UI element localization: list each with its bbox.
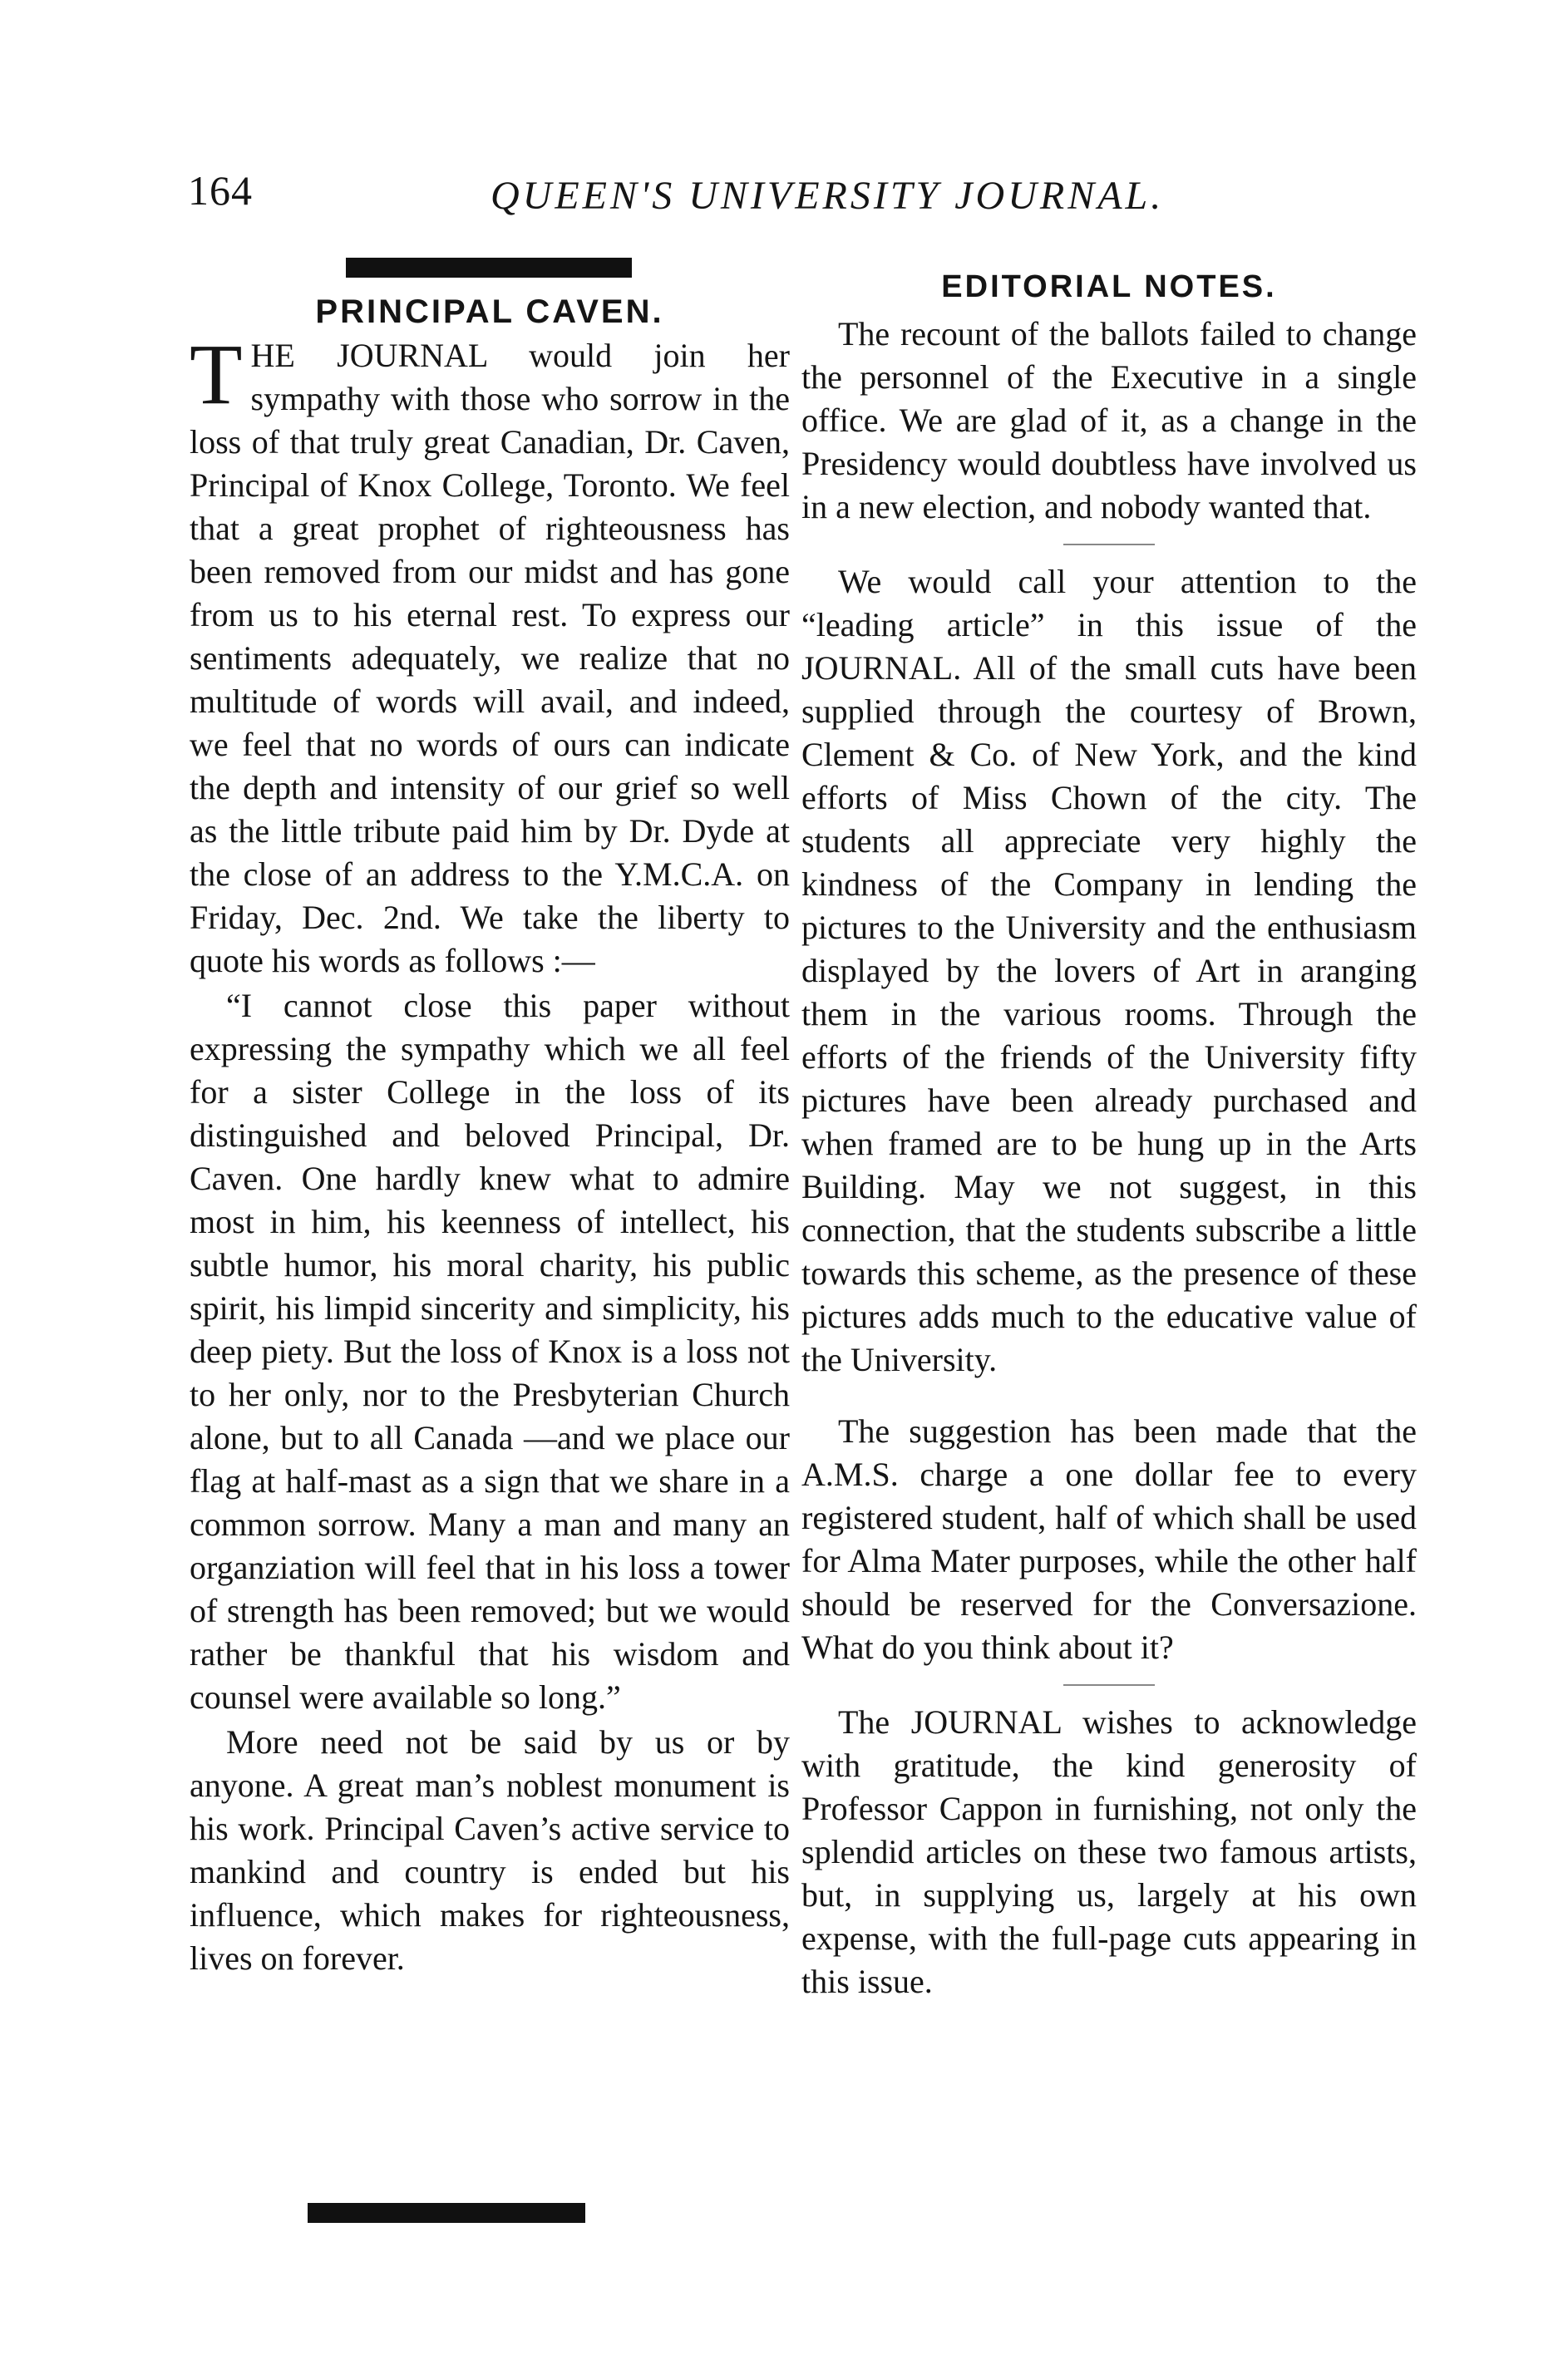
article-heading: PRINCIPAL CAVEN. [315, 293, 664, 330]
spacer [801, 1382, 1417, 1410]
divider [1063, 1684, 1155, 1686]
drop-cap: T [190, 327, 243, 422]
top-rule [346, 258, 632, 278]
article-quote: “I cannot close this paper without expressing the sympathy which we all feel for a sister College in the loss of its distinguished and beloved Principal, Dr. Caven. One hardly knew what to admire most in him, his keenness of intellect, his subtle humor, his moral charity, his public spirit, his limpid sincerity and simplicity, his deep piety. But the loss of Knox is a loss not to her only, nor to the Presbyterian Church alone, but to all Canada —and we place our flag at half-mast as a sign that we share in a common sorrow. Many a man and many an organziation will feel that in his loss a tower of strength has been removed; but we would rather be thankful that his wisdom and counsel were available so long.” [190, 987, 790, 1716]
editorial-note-1: The recount of the ballots failed to change the personnel of the Executive in a single office. We are glad of it, as a change in the Presidency would doubtless have involved us in a new election, and nobody wanted that. [801, 315, 1417, 525]
running-title: QUEEN'S UNIVERSITY JOURNAL. [491, 174, 1165, 218]
editorial-note-3: The suggestion has been made that the A.M.S. charge a one dollar fee to every registered student, half of which shall be used for Alma Mater purposes, while the other half should be reserved for the Conversazione. What do you think about it? [801, 1412, 1417, 1666]
left-column [190, 291, 790, 1980]
editorial-note-4: The JOURNAL wishes to acknowledge with gratitude, the kind generosity of Professor Cappon in furnishing, not only the splendid articles on these two famous artists, but, in supplying us, largely at his own expense, with the full-page cuts appearing in this issue. [801, 1703, 1417, 2000]
article-paragraph-3: More need not be said by us or by anyone. A great man’s noblest monument is his work. Principal Caven’s active service to mankind and country is ended but his influence, which makes for righteousness, lives on forever. [190, 1723, 790, 1977]
page-number: 164 [188, 167, 253, 214]
right-column [801, 266, 1417, 2003]
bottom-rule [308, 2203, 585, 2223]
editorial-heading: EDITORIAL NOTES. [941, 269, 1277, 304]
article-paragraph-1 [190, 327, 790, 983]
divider [1063, 544, 1155, 545]
article-paragraph-1-text: HE JOURNAL would join her sympathy with those who sorrow in the loss of that truly great Canadian, Dr. Caven, Principal of Knox College, Toronto. We feel that a great prophet of righteousness has been removed from our midst and has gone from us to his eternal rest. To express our sentiments adequately, we realize that no multitude of words will avail, and indeed, we feel that no words of ours can indicate the depth and intensity of our grief so well as the little tribute paid him by Dr. Dyde at the close of an address to the Y.M.C.A. on Friday, Dec. 2nd. We take the liberty to quote his words as follows :— [190, 337, 790, 979]
editorial-note-2: We would call your attention to the “leading article” in this issue of the JOURNAL. All of the small cuts have been supplied through the courtesy of Brown, Clement & Co. of New York, and the kind efforts of Miss Chown of the city. The students all appreciate very highly the kindness of the Company in lending the pictures to the University and the enthusiasm displayed by the lovers of Art in aranging them in the various rooms. Through the efforts of the friends of the University fifty pictures have been already purchased and when framed are to be hung up in the Arts Building. May we not suggest, in this connection, that the students subscribe a little towards this scheme, as the presence of these pictures adds much to the educative value of the University. [801, 563, 1417, 1378]
